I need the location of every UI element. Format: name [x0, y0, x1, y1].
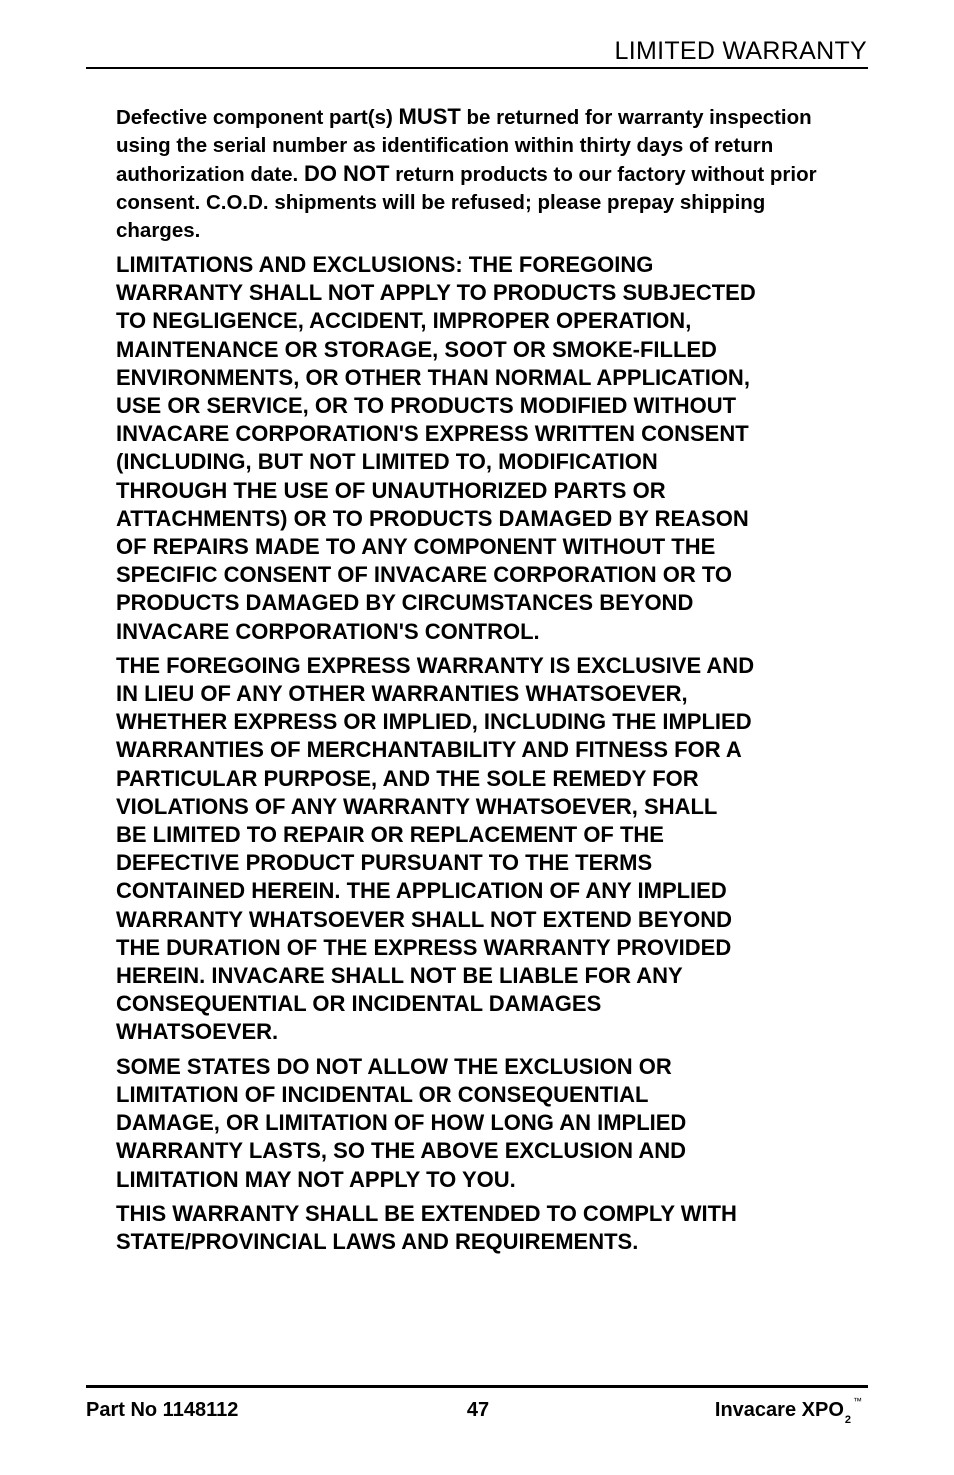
- extension-line: THIS WARRANTY SHALL BE EXTENDED TO COMPLY WITH: [116, 1200, 737, 1226]
- limitations-line: (INCLUDING, BUT NOT LIMITED TO, MODIFICATION: [116, 449, 658, 475]
- exclusive-line: WHATSOEVER.: [116, 1019, 279, 1045]
- state-law-line: DAMAGE, OR LIMITATION OF HOW LONG AN IMPLIED: [116, 1110, 687, 1136]
- footer-divider: [86, 1385, 868, 1388]
- extension-paragraph: [116, 1200, 851, 1256]
- limitations-line: ENVIRONMENTS, OR OTHER THAN NORMAL APPLICATION,: [116, 364, 750, 390]
- exclusive-line: CONTAINED HEREIN. THE APPLICATION OF ANY IMPLIED: [116, 878, 727, 904]
- brand-name: Invacare XPO: [714, 1399, 844, 1421]
- exclusive-line: WARRANTY WHATSOEVER SHALL NOT EXTEND BEYOND: [116, 906, 733, 932]
- do-not-emphasis: DO NOT: [303, 161, 390, 186]
- exclusive-warranty-paragraph: [116, 652, 851, 1047]
- state-law-line: SOME STATES DO NOT ALLOW THE EXCLUSION OR: [116, 1053, 672, 1079]
- exclusive-line: IN LIEU OF ANY OTHER WARRANTIES WHATSOEVER,: [116, 681, 688, 707]
- limitations-line: INVACARE CORPORATION'S CONTROL.: [116, 618, 540, 644]
- exclusive-line: THE DURATION OF THE EXPRESS WARRANTY PROVIDED: [116, 934, 732, 960]
- state-law-line: LIMITATION MAY NOT APPLY TO YOU.: [116, 1166, 516, 1192]
- exclusive-line: WHETHER EXPRESS OR IMPLIED, INCLUDING THE IMPLIED: [116, 709, 752, 735]
- brand-subscript: 2: [844, 1414, 851, 1426]
- state-law-line: WARRANTY LASTS, SO THE ABOVE EXCLUSION AND: [116, 1138, 687, 1164]
- state-law-paragraph: [116, 1053, 851, 1194]
- limitations-line: LIMITATIONS AND EXCLUSIONS: THE FOREGOING: [116, 252, 654, 277]
- limitations-line: ATTACHMENTS) OR TO PRODUCTS DAMAGED BY REASON: [116, 505, 749, 531]
- limitations-line: WARRANTY SHALL NOT APPLY TO PRODUCTS SUBJECTED: [116, 280, 756, 306]
- limitations-line: SPECIFIC CONSENT OF INVACARE CORPORATION OR TO: [116, 562, 733, 588]
- exclusive-line: WARRANTIES OF MERCHANTABILITY AND FITNESS FOR A: [116, 737, 742, 763]
- page-header-title: LIMITED WARRANTY: [614, 37, 867, 65]
- limitations-line: MAINTENANCE OR STORAGE, SOOT OR SMOKE-FILLED: [116, 336, 717, 362]
- return-text-1: Defective component part(s): [116, 106, 399, 129]
- limitations-line: OF REPAIRS MADE TO ANY COMPONENT WITHOUT THE: [116, 534, 716, 560]
- limitations-line: USE OR SERVICE, OR TO PRODUCTS MODIFIED WITHOUT: [116, 393, 737, 419]
- trademark-symbol: ™: [853, 1396, 862, 1406]
- return-text-2: be returned for warranty inspection using the serial number as identification within thirty days of return authorization date.: [116, 106, 812, 186]
- header-divider: [86, 67, 868, 69]
- limitations-paragraph: [116, 251, 851, 646]
- exclusive-line: VIOLATIONS OF ANY WARRANTY WHATSOEVER, SHALL: [116, 793, 718, 819]
- return-instructions-paragraph: [116, 103, 851, 245]
- exclusive-line: DEFECTIVE PRODUCT PURSUANT TO THE TERMS: [116, 850, 653, 876]
- warranty-body: [116, 103, 851, 1262]
- limitations-line: PRODUCTS DAMAGED BY CIRCUMSTANCES BEYOND: [116, 590, 694, 616]
- exclusive-line: THE FOREGOING EXPRESS WARRANTY IS EXCLUSIVE AND: [116, 652, 755, 678]
- extension-line: STATE/PROVINCIAL LAWS AND REQUIREMENTS.: [116, 1228, 639, 1254]
- state-law-line: LIMITATION OF INCIDENTAL OR CONSEQUENTIAL: [116, 1081, 649, 1107]
- must-emphasis: MUST: [398, 104, 461, 129]
- limitations-line: THROUGH THE USE OF UNAUTHORIZED PARTS OR: [116, 477, 666, 503]
- page-number: 47: [466, 1399, 490, 1421]
- limitations-line: INVACARE CORPORATION'S EXPRESS WRITTEN CONSENT: [116, 421, 749, 447]
- part-number: Part No 1148112: [86, 1399, 239, 1421]
- exclusive-line: PARTICULAR PURPOSE, AND THE SOLE REMEDY FOR: [116, 765, 699, 791]
- limitations-line: TO NEGLIGENCE, ACCIDENT, IMPROPER OPERATION,: [116, 308, 692, 334]
- exclusive-line: BE LIMITED TO REPAIR OR REPLACEMENT OF THE: [116, 822, 664, 848]
- return-text-3: return products to our factory without prior consent. C.O.D. shipments will be refused; please prepay shipping charges.: [116, 163, 817, 242]
- exclusive-line: HEREIN. INVACARE SHALL NOT BE LIABLE FOR ANY: [116, 963, 683, 989]
- product-brand: [715, 1397, 862, 1426]
- exclusive-line: CONSEQUENTIAL OR INCIDENTAL DAMAGES: [116, 991, 602, 1017]
